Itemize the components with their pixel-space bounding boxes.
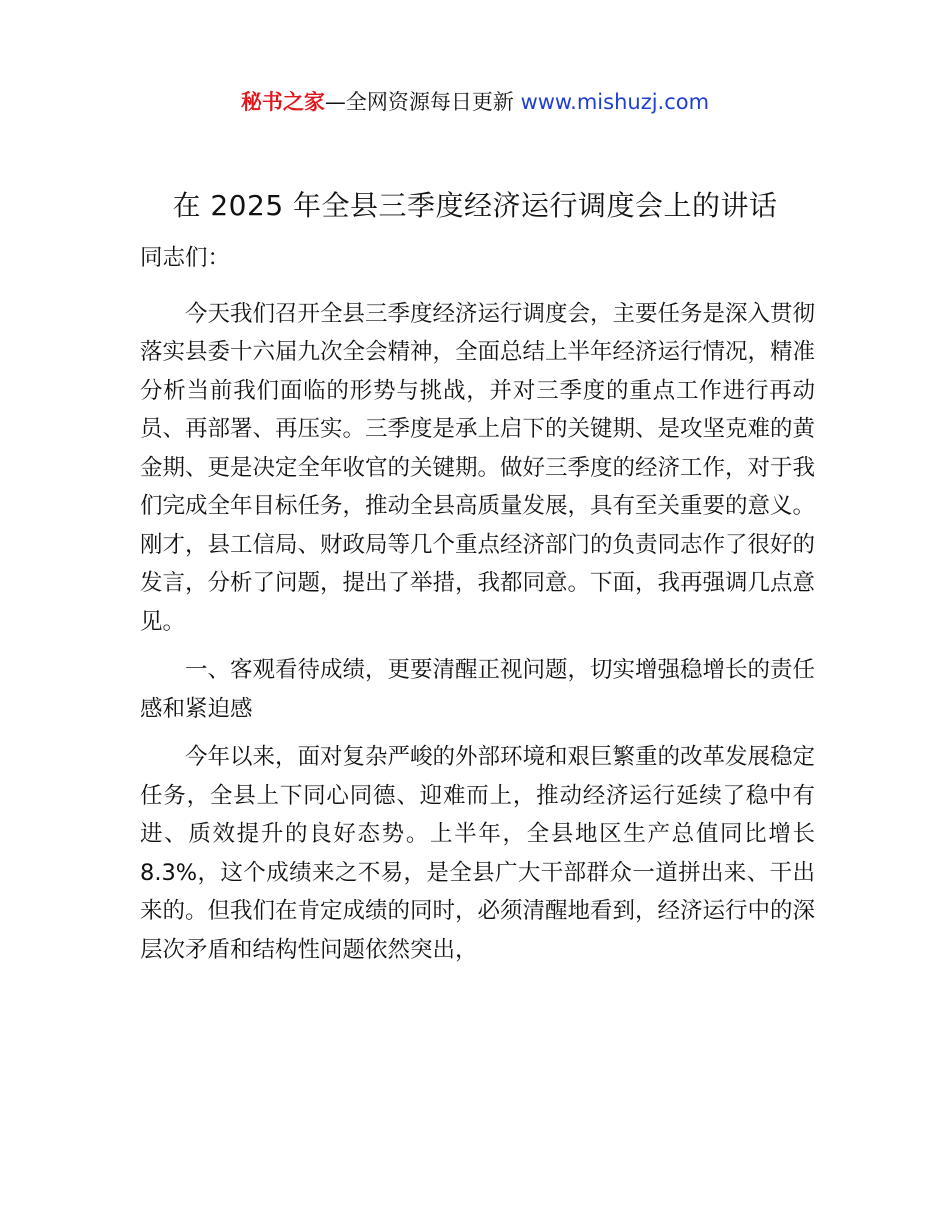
salutation: 同志们： bbox=[140, 245, 231, 271]
site-tagline: —全网资源每日更新 bbox=[324, 90, 521, 114]
paragraph-intro: 今天我们召开全县三季度经济运行调度会，主要任务是深入贯彻落实县委十六届九次全会精神，全面总结上半年经济运行情况，精准分析当前我们面临的形势与挑战，并对三季度的重点工作进行再动员、再部署、再压实。三季度是承上启下的关键期、是攻坚克难的黄金期、更是决定全年收官的关键期。做好三季度的经济工作，对于我们完成全年目标任务，推动全县高质量发展，具有至关重要的意义。刚才，县工信局、财政局等几个重点经济部门的负责同志作了很好的发言，分析了问题，提出了举措，我都同意。下面，我再强调几点意见。 bbox=[140, 300, 816, 635]
section-heading-1: 一、客观看待成绩，更要清醒正视问题，切实增强稳增长的责任感和紧迫感 bbox=[140, 657, 816, 722]
paragraph-achievements: 今年以来，面对复杂严峻的外部环境和艰巨繁重的改革发展稳定任务，全县上下同心同德、迎难而上，推动经济运行延续了稳中有进、质效提升的良好态势。上半年，全县地区生产总值同比增长 8.3%，这个成绩来之不易，是全县广大干部群众一道拼出来、干出来的。但我们在肯定成绩的同时，必须清醒地看到，经济运行中的深层次矛盾和结构性问题依然突出， bbox=[140, 744, 816, 963]
document-title: 在 2025 年全县三季度经济运行调度会上的讲话 bbox=[172, 189, 778, 222]
site-brand: 秘书之家 bbox=[240, 90, 325, 114]
site-header bbox=[0, 88, 950, 116]
site-url-link[interactable]: www.mishuzj.com bbox=[520, 90, 710, 114]
document-body bbox=[140, 239, 815, 969]
